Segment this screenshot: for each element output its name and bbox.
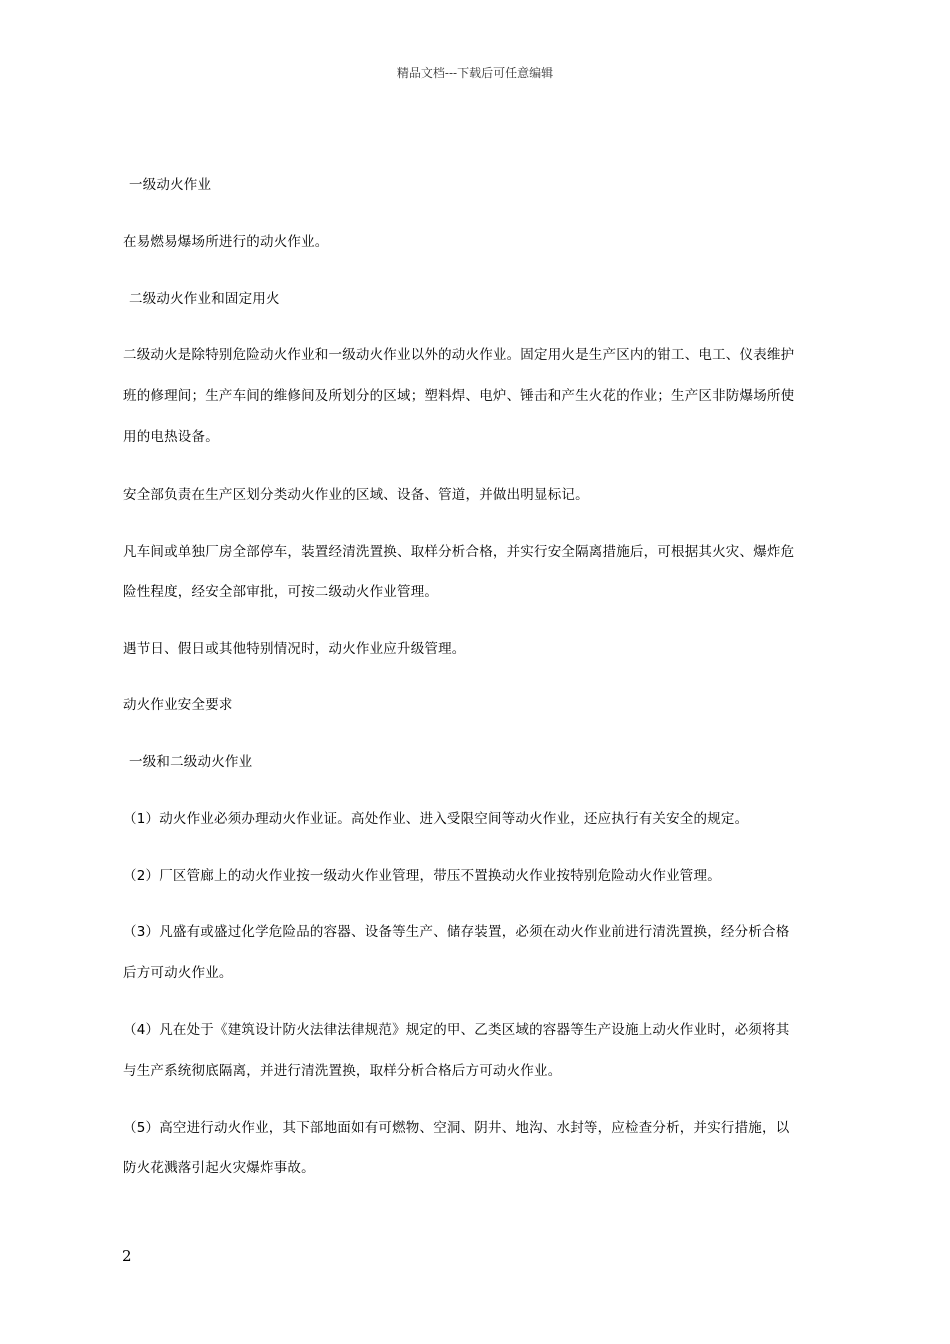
list-item-4-line1: （4）凡在处于《建筑设计防火法律法律规范》规定的甲、乙类区域的容器等生产设施上动火作业时，必须将其	[123, 1022, 790, 1038]
heading-level1-and-level2: 一级和二级动火作业	[129, 754, 253, 770]
heading-safety-requirements: 动火作业安全要求	[123, 697, 233, 713]
list-item-1: （1）动火作业必须办理动火作业证。高处作业、进入受限空间等动火作业，还应执行有关安全的规定。	[123, 811, 749, 827]
list-item-5-line1: （5）高空进行动火作业，其下部地面如有可燃物、空洞、阴井、地沟、水封等，应检查分析，并实行措施，以	[123, 1120, 790, 1136]
list-item-2: （2）厂区管廊上的动火作业按一级动火作业管理，带压不置换动火作业按特别危险动火作业管理。	[123, 868, 721, 884]
heading-level2-hot-work: 二级动火作业和固定用火	[129, 291, 280, 307]
paragraph-shutdown-line2: 险性程度，经安全部审批，可按二级动火作业管理。	[123, 584, 439, 600]
page-header: 精品文档---下载后可任意编辑	[396, 66, 554, 80]
paragraph-shutdown-line1: 凡车间或单独厂房全部停车，装置经清洗置换、取样分析合格，并实行安全隔离措施后，可根据其火灾、爆炸危	[123, 544, 795, 560]
heading-level1-hot-work: 一级动火作业	[129, 177, 212, 193]
page-number: 2	[122, 1247, 132, 1265]
list-item-5-line2: 防火花溅落引起火灾爆炸事故。	[123, 1160, 315, 1176]
paragraph-level2-line2: 班的修理间；生产车间的维修间及所划分的区域；塑料焊、电炉、锤击和产生火花的作业；生产区非防爆场所使	[123, 388, 795, 404]
paragraph-level2-line3: 用的电热设备。	[123, 429, 219, 445]
list-item-3-line2: 后方可动火作业。	[123, 965, 233, 981]
paragraph-level2-line1: 二级动火是除特别危险动火作业和一级动火作业以外的动火作业。固定用火是生产区内的钳工、电工、仪表维护	[123, 347, 795, 363]
list-item-3-line1: （3）凡盛有或盛过化学危险品的容器、设备等生产、储存装置，必须在动火作业前进行清洗置换，经分析合格	[123, 924, 790, 940]
paragraph-marking: 安全部负责在生产区划分类动火作业的区域、设备、管道，并做出明显标记。	[123, 487, 589, 503]
paragraph-level1: 在易燃易爆场所进行的动火作业。	[123, 234, 329, 250]
list-item-4-line2: 与生产系统彻底隔离，并进行清洗置换，取样分析合格后方可动火作业。	[123, 1063, 562, 1079]
paragraph-holiday: 遇节日、假日或其他特别情况时，动火作业应升级管理。	[123, 641, 466, 657]
